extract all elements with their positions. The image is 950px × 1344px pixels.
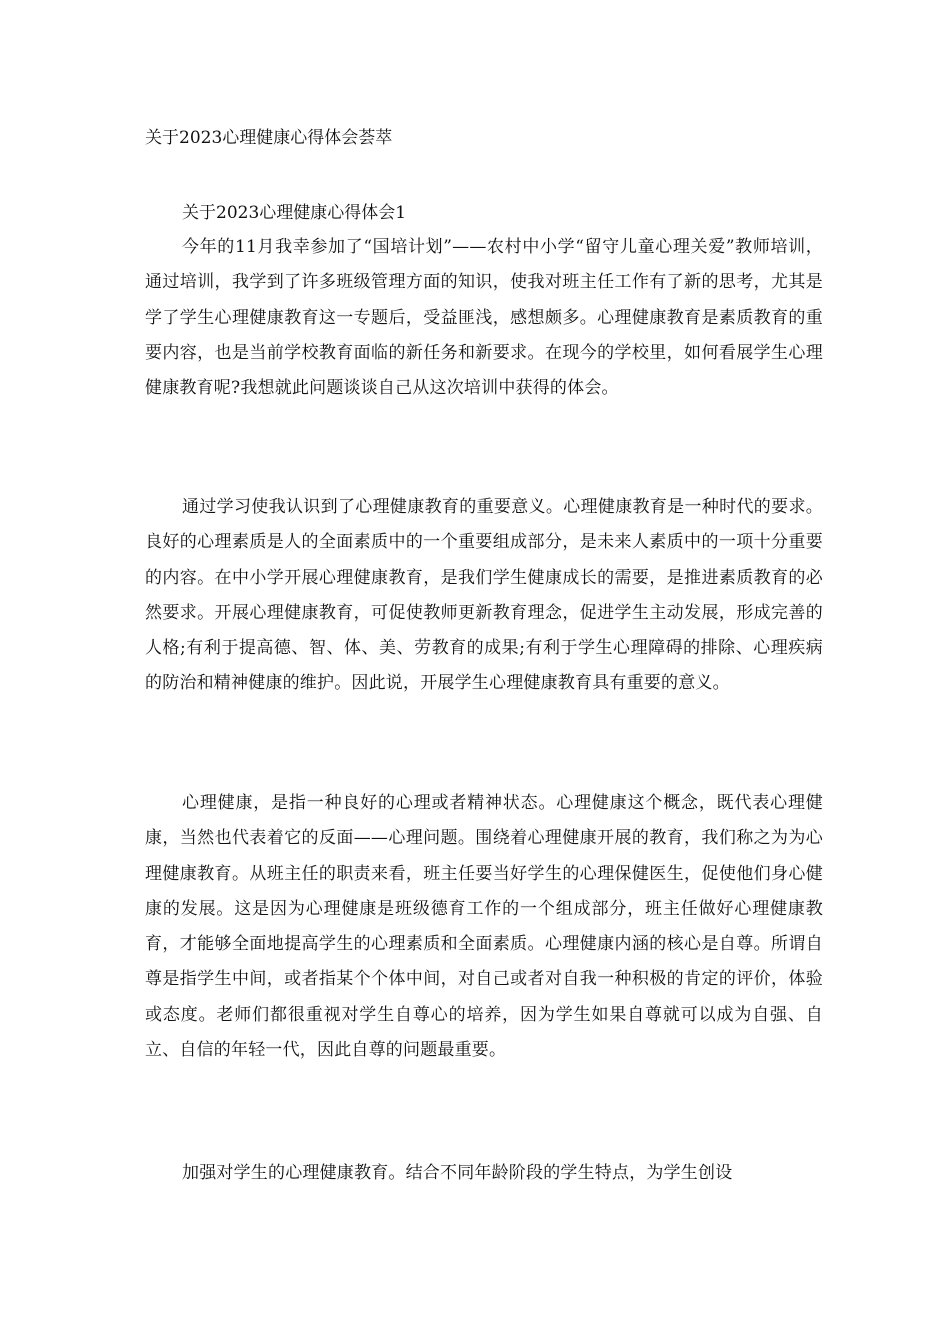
paragraph-2: 通过学习使我认识到了心理健康教育的重要意义。心理健康教育是一种时代的要求。良好的心理素质是人的全面素质中的一个重要组成部分，是未来人素质中的一项十分重要的内容。在中小学开展心理健康教育，是我们学生健康成长的需要，是推进素质教育的必然要求。开展心理健康教育，可促使教师更新教育理念，促进学生主动发展，形成完善的人格;有利于提高德、智、体、美、劳教育的成果;有利于学生心理障碍的排除、心理疾病的防治和精神健康的维护。因此说，开展学生心理健康教育具有重要的意义。: [145, 497, 823, 694]
document-title: 关于2023心理健康心得体会荟萃: [145, 128, 393, 148]
paragraph-3: 心理健康，是指一种良好的心理或者精神状态。心理健康这个概念，既代表心理健康，当然也代表着它的反面——心理问题。围绕着心理健康开展的教育，我们称之为为心理健康教育。从班主任的职责来看，班主任要当好学生的心理保健医生，促使他们身心健康的发展。这是因为心理健康是班级德育工作的一个组成部分，班主任做好心理健康教育，才能够全面地提高学生的心理素质和全面素质。心理健康内涵的核心是自尊。所谓自尊是指学生中间，或者指某个个体中间，对自己或者对自我一种积极的肯定的评价，体验或态度。老师们都很重视对学生自尊心的培养，因为学生如果自尊就可以成为自强、自立、自信的年轻一代，因此自尊的问题最重要。: [145, 793, 823, 1061]
paragraph-1: 今年的11月我幸参加了“国培计划”——农村中小学“留守儿童心理关爱”教师培训，通过培训，我学到了许多班级管理方面的知识，使我对班主任工作有了新的思考，尤其是学了学生心理健康教育这一专题后，受益匪浅，感想颇多。心理健康教育是素质教育的重要内容，也是当前学校教育面临的新任务和新要求。在现今的学校里，如何看展学生心理健康教育呢?我想就此问题谈谈自己从这次培训中获得的体会。: [145, 237, 823, 399]
section-heading: 关于2023心理健康心得体会1: [182, 203, 407, 223]
paragraph-4: 加强对学生的心理健康教育。结合不同年龄阶段的学生特点，为学生创设: [182, 1163, 733, 1183]
